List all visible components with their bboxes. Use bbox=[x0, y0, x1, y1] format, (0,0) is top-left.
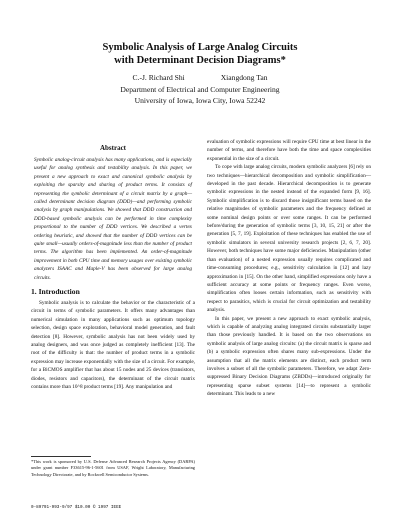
footnote: *This work is sponsored by U.S. Defense Advanced Research Projects Agency (DARPA) under grant number F33615-96-1-5601 from USAF, Wright Laboratory, Manufacturing Technology Directorate, and by Rockwell Semiconductor Systems. bbox=[31, 459, 195, 477]
paragraph: To cope with large analog circuits, modern symbolic analyzers [6] rely on two techniques—hierarchical decomposition and symbolic simplification—developed in the past decade. Hierarchical decomposition is to generate symbolic expressions in the nested instead of the expanded form [9, 16]. Symbolic simplification is to discard those insignificant terms based on the relative magnitudes of symbolic parameters and the frequency defined at some nominal design points or over some ranges. It can be performed before/during the generation of symbolic terms [3, 10, 15, 21] or after the generation [5, 7, 19]. Exploitation of these techniques has enabled the use of symbolic simulators in several university research projects [2, 6, 7, 20]. However, both techniques have some major deficiencies. Manipulation (other than evaluation) of a nested expression usually requires complicated and time-consuming procedures; e.g., sensitivity calculation in [12] and lazy approximation in [15]. On the other hand, simplified expressions only have a sufficient accuracy at some points or frequency ranges. Even worse, simplification often looses certain information, such as sensitivity with respect to parasitics, which is crucial for circuit optimization and testability analysis. bbox=[207, 164, 371, 314]
paper-title-line2: with Determinant Decision Diagrams* bbox=[114, 55, 286, 66]
footnote-divider bbox=[31, 456, 91, 457]
section-heading: 1. Introduction bbox=[31, 287, 80, 296]
affiliation-line2: University of Iowa, Iowa City, Iowa 52242 bbox=[134, 96, 266, 105]
right-column bbox=[207, 138, 371, 399]
abstract-text: Symbolic analog-circuit analysis has many applications, and is especially useful for analog synthesis and testability analysis. In this paper, we present a new approach to exact and canonical symbolic analysis by exploiting the sparsity and sharing of product terms. It consists of representing the symbolic determinant of a circuit matrix by a graph—called determinant decision diagram (DDD)—and performing symbolic analysis by graph manipulations. We showed that DDD construction and DDD-based symbolic analysis can be performed in time complexity proportional to the number of DDD vertices. We described a vertex ordering heuristic, and showed that the number of DDD vertices can be quite small—usually orders-of-magnitude less than the number of product terms. The algorithm has been implemented. An order-of-magnitude improvement in both CPU time and memory usages over existing symbolic analyzers ISAAC and Maple-V has been observed for large analog circuits. bbox=[34, 157, 192, 281]
paragraph: evaluation of symbolic expressions will require CPU time at best linear in the number of terms, and therefore have both the time and space complexities exponential in the size of a circuit. bbox=[207, 139, 371, 162]
abstract-heading: Abstract bbox=[99, 144, 127, 152]
paragraph: In this paper, we present a new approach to exact symbolic analysis, which is capable of analyzing analog integrated circuits substantially larger than those previously handled. It is based on the two observations on symbolic analysis of large analog circuits: (a) the circuit matrix is sparse and (b) a symbolic expression often shares many sub-expressions. Under the assumption that all the matrix elements are distinct, each product term involves a subset of all the symbolic parameters. Therefore, we adapt Zero-suppressed Binary Decision Diagrams (ZBDDs)—introduced originally for representing sparse subset systems [14]—to represent a symbolic determinant. This leads to a new bbox=[207, 315, 371, 398]
paper-title-line1: Symbolic Analysis of Large Analog Circuits bbox=[102, 42, 298, 53]
affiliation-line1: Department of Electrical and Computer Engineering bbox=[120, 85, 280, 94]
section-body: Symbolic analysis is to calculate the behavior or the characteristic of a circuit in terms of symbolic parameters. It offers many advantages than numerical simulation in many applications such as optimum topology selection, design space exploration, behavioral model generation, and fault detection [8]. However, symbolic analysis has not been widely used by analog designers, and was once judged as completely inefficient [13]. The root of the difficulty is that: the number of product terms in a symbolic expression may increase exponentially with the size of a circuit. For example, for a BiCMOS amplifier that has about 15 nodes and 25 devices (transistors, diodes, resistors and capacitors), the determinant of the circuit matrix contains more than 10^8 product terms [19]. Any manipulation and bbox=[31, 300, 195, 391]
copyright-line: 0-89791-993-9/97 $10.00 © 1997 IEEE bbox=[31, 505, 122, 510]
author-name: Xiangdong Tan bbox=[220, 73, 268, 82]
authors bbox=[0, 73, 400, 83]
author-name: C.-J. Richard Shi bbox=[132, 73, 185, 82]
